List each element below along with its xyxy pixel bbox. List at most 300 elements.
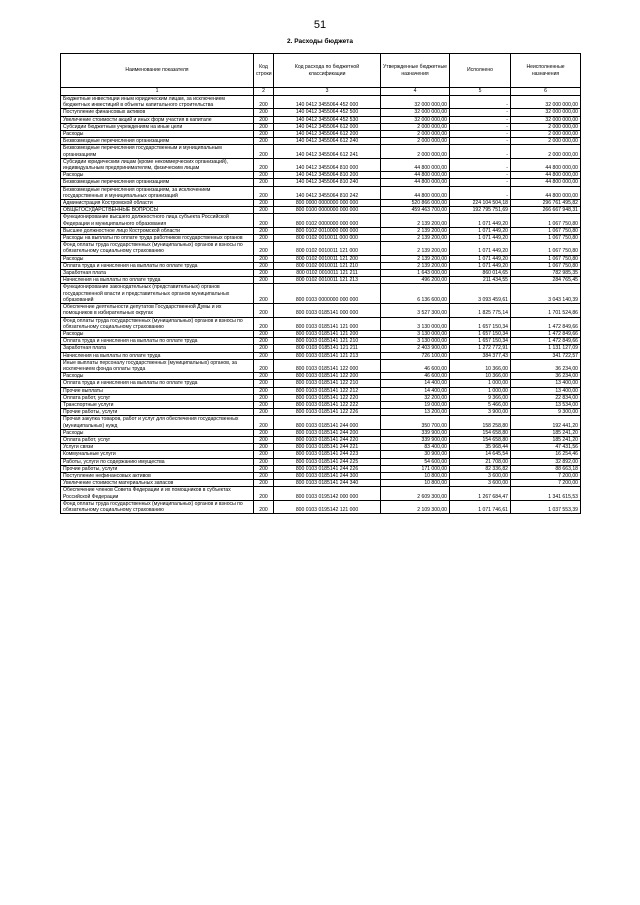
table-row: [61, 158, 581, 171]
row-remaining: 47 431,56: [511, 444, 581, 451]
row-remaining: 192 441,20: [511, 416, 581, 429]
row-remaining: 1 067 750,80: [511, 255, 581, 262]
row-classification-code: 800 0102 0010011 121 210: [274, 262, 381, 269]
table-row: [61, 317, 581, 330]
table-row: [61, 444, 581, 451]
row-remaining: 44 800 000,00: [511, 172, 581, 179]
table-row: [61, 429, 581, 436]
row-approved: 2 109 300,00: [381, 500, 450, 513]
row-classification-code: 800 0102 0010011 121 200: [274, 255, 381, 262]
row-approved: 2 139 200,00: [381, 242, 450, 255]
row-line-code: 200: [254, 145, 274, 158]
row-remaining: 88 663,18: [511, 465, 581, 472]
column-number: 1: [61, 88, 254, 96]
table-body: [61, 96, 581, 514]
row-remaining: 32 000 000,00: [511, 116, 581, 123]
row-classification-code: 800 0103 0185141 244 223: [274, 451, 381, 458]
row-remaining: 1 472 849,66: [511, 317, 581, 330]
row-classification-code: 140 0412 3455064 810 000: [274, 158, 381, 171]
row-approved: 350 700,00: [381, 416, 450, 429]
row-line-code: 200: [254, 214, 274, 227]
row-remaining: 3 043 140,39: [511, 284, 581, 304]
row-approved: 13 200,00: [381, 409, 450, 416]
row-classification-code: 800 0103 0185141 121 200: [274, 330, 381, 337]
table-row: [61, 451, 581, 458]
row-classification-code: 140 0412 3455064 810 240: [274, 179, 381, 186]
row-line-code: 200: [254, 352, 274, 359]
row-remaining: 22 834,00: [511, 394, 581, 401]
row-executed: 1 657 150,34: [450, 338, 511, 345]
row-name: Расходы: [61, 429, 254, 436]
header-approved: Утвержденные бюджетные назначения: [381, 54, 450, 88]
row-name: Оплата работ, услуг: [61, 394, 254, 401]
table-row: [61, 338, 581, 345]
row-classification-code: 800 0103 0185141 244 226: [274, 465, 381, 472]
row-executed: 10 366,00: [450, 359, 511, 372]
table-row: [61, 465, 581, 472]
row-approved: 46 600,00: [381, 373, 450, 380]
row-approved: 339 900,00: [381, 436, 450, 443]
row-name: Расходы: [61, 172, 254, 179]
table-row: [61, 179, 581, 186]
row-name: Поступление нефинансовых активов: [61, 472, 254, 479]
table-row: [61, 200, 581, 207]
row-approved: 2 139 200,00: [381, 227, 450, 234]
row-name: Увеличение стоимости материальных запасов: [61, 480, 254, 487]
row-name: Обеспечение деятельности депутатов Государственной Думы и их помощников в избирательных округах: [61, 304, 254, 317]
row-name: Начисления на выплаты по оплате труда: [61, 352, 254, 359]
row-name: Начисления на выплаты по оплате труда: [61, 277, 254, 284]
row-line-code: 200: [254, 330, 274, 337]
row-executed: 21 708,00: [450, 458, 511, 465]
row-remaining: 32 892,00: [511, 458, 581, 465]
row-line-code: 200: [254, 359, 274, 372]
row-executed: -: [450, 172, 511, 179]
row-name: Оплата труда и начисления на выплаты по оплате труда: [61, 338, 254, 345]
row-executed: -: [450, 116, 511, 123]
header-name: Наименование показателя: [61, 54, 254, 88]
row-name: Оплата труда и начисления на выплаты по оплате труда: [61, 380, 254, 387]
row-line-code: 200: [254, 345, 274, 352]
row-approved: 2 000 000,00: [381, 138, 450, 145]
row-approved: 6 136 600,00: [381, 284, 450, 304]
row-remaining: 32 000 000,00: [511, 96, 581, 109]
column-number: 3: [274, 88, 381, 96]
row-executed: 1 657 150,34: [450, 330, 511, 337]
row-executed: -: [450, 186, 511, 199]
row-executed: 384 377,43: [450, 352, 511, 359]
row-line-code: 200: [254, 451, 274, 458]
row-line-code: 200: [254, 436, 274, 443]
row-remaining: 32 000 000,00: [511, 109, 581, 116]
table-row: [61, 394, 581, 401]
row-name: Фонд оплаты труда государственных (муниципальных) органов и взносы по обязательному социальному страхованию: [61, 242, 254, 255]
row-approved: 2 139 200,00: [381, 214, 450, 227]
row-line-code: 200: [254, 338, 274, 345]
row-executed: 158 258,80: [450, 416, 511, 429]
row-executed: 211 434,55: [450, 277, 511, 284]
table-row: [61, 242, 581, 255]
row-line-code: 200: [254, 270, 274, 277]
row-line-code: 200: [254, 458, 274, 465]
row-executed: 3 600,00: [450, 472, 511, 479]
row-line-code: 200: [254, 186, 274, 199]
table-row: [61, 214, 581, 227]
row-name: Транспортные услуги: [61, 401, 254, 408]
row-remaining: 16 254,46: [511, 451, 581, 458]
row-approved: 726 100,00: [381, 352, 450, 359]
table-row: [61, 373, 581, 380]
row-classification-code: 140 0412 3455064 612 200: [274, 131, 381, 138]
row-name: Расходы: [61, 330, 254, 337]
table-row: [61, 472, 581, 479]
row-classification-code: 800 0102 0000000 000 000: [274, 214, 381, 227]
row-line-code: 200: [254, 277, 274, 284]
row-remaining: 44 800 000,00: [511, 179, 581, 186]
row-classification-code: 140 0412 3455064 452 500: [274, 109, 381, 116]
row-name: Субсидии юридическим лицам (кроме некоммерческих организаций), индивидуальным предпринимателям, физическим лицам: [61, 158, 254, 171]
header-line-code: Код строки: [254, 54, 274, 88]
row-approved: 44 800 000,00: [381, 179, 450, 186]
table-row: [61, 480, 581, 487]
row-name: Иные выплаты персоналу государственных (муниципальных) органов, за исключением фонда оплаты труда: [61, 359, 254, 372]
row-classification-code: 140 0412 3455064 810 200: [274, 172, 381, 179]
row-remaining: 13 534,00: [511, 401, 581, 408]
row-executed: 1 000,00: [450, 380, 511, 387]
row-executed: 1 272 772,91: [450, 345, 511, 352]
row-classification-code: 800 0103 0185141 122 210: [274, 380, 381, 387]
row-remaining: 1 067 750,80: [511, 227, 581, 234]
row-executed: 14 645,54: [450, 451, 511, 458]
row-line-code: 200: [254, 179, 274, 186]
table-row: [61, 131, 581, 138]
row-name: Функционирование законодательных (представительных) органов государственной власти и представительных органов муниципальных образований: [61, 284, 254, 304]
table-row: [61, 96, 581, 109]
row-name: Прочая закупка товаров, работ и услуг для обеспечения государственных (муниципальных) нужд: [61, 416, 254, 429]
row-name: Оплата работ, услуг: [61, 436, 254, 443]
row-approved: 339 900,00: [381, 429, 450, 436]
row-classification-code: 140 0412 3455064 452 000: [274, 96, 381, 109]
row-approved: 171 000,00: [381, 465, 450, 472]
row-line-code: 200: [254, 387, 274, 394]
table-row: [61, 270, 581, 277]
column-number: 6: [511, 88, 581, 96]
row-classification-code: 800 0103 0185141 122 220: [274, 394, 381, 401]
table-row: [61, 227, 581, 234]
row-approved: 2 139 200,00: [381, 235, 450, 242]
row-name: Безвозмездные перечисления организациям: [61, 179, 254, 186]
row-executed: 3 600,00: [450, 480, 511, 487]
row-executed: 860 014,65: [450, 270, 511, 277]
row-approved: 2 609 300,00: [381, 487, 450, 500]
row-classification-code: 800 0103 0195142 000 000: [274, 487, 381, 500]
expenses-table: [60, 53, 581, 514]
row-name: Поступление финансовых активов: [61, 109, 254, 116]
row-classification-code: 800 0103 0185141 121 210: [274, 338, 381, 345]
row-approved: 3 130 000,00: [381, 330, 450, 337]
row-line-code: 200: [254, 429, 274, 436]
table-row: [61, 277, 581, 284]
row-classification-code: 800 0103 0185141 122 226: [274, 409, 381, 416]
row-executed: 1 825 775,14: [450, 304, 511, 317]
row-classification-code: 800 0102 0010011 000 000: [274, 235, 381, 242]
table-row: [61, 109, 581, 116]
row-remaining: 185 241,20: [511, 429, 581, 436]
row-remaining: 266 667 948,31: [511, 207, 581, 214]
row-remaining: 1 701 524,86: [511, 304, 581, 317]
row-name: Прочие работы, услуги: [61, 465, 254, 472]
row-line-code: 200: [254, 409, 274, 416]
row-classification-code: 800 0103 0185141 122 000: [274, 359, 381, 372]
table-row: [61, 304, 581, 317]
row-approved: 30 900,00: [381, 451, 450, 458]
table-row: [61, 207, 581, 214]
row-approved: 32 000 000,00: [381, 116, 450, 123]
row-remaining: 2 000 000,00: [511, 123, 581, 130]
table-row: [61, 138, 581, 145]
row-executed: -: [450, 158, 511, 171]
row-line-code: 200: [254, 284, 274, 304]
column-number: 5: [450, 88, 511, 96]
row-executed: 1 000,00: [450, 387, 511, 394]
row-classification-code: 800 0103 0185141 244 000: [274, 416, 381, 429]
row-executed: 10 366,00: [450, 373, 511, 380]
row-approved: 32 000 000,00: [381, 96, 450, 109]
row-line-code: 200: [254, 235, 274, 242]
table-row: [61, 186, 581, 199]
row-name: Прочие работы, услуги: [61, 409, 254, 416]
row-executed: -: [450, 109, 511, 116]
row-executed: 154 658,80: [450, 429, 511, 436]
header-row: [61, 54, 581, 88]
row-remaining: 1 067 750,80: [511, 262, 581, 269]
table-row: [61, 409, 581, 416]
row-classification-code: 800 0103 0195142 121 000: [274, 500, 381, 513]
row-line-code: 200: [254, 131, 274, 138]
row-approved: 520 866 000,00: [381, 200, 450, 207]
row-line-code: 200: [254, 242, 274, 255]
row-name: Расходы на выплаты по оплате труда работников государственных органов: [61, 235, 254, 242]
row-approved: 2 000 000,00: [381, 123, 450, 130]
row-classification-code: 800 0103 0185141 122 200: [274, 373, 381, 380]
row-name: Обеспечение членов Совета Федерации и их помощников в субъектах Российской Федерации: [61, 487, 254, 500]
row-approved: 14 400,00: [381, 380, 450, 387]
row-remaining: 1 037 553,39: [511, 500, 581, 513]
row-classification-code: 800 0103 0185141 244 300: [274, 472, 381, 479]
row-approved: 2 000 000,00: [381, 145, 450, 158]
row-classification-code: 800 0103 0185141 121 213: [274, 352, 381, 359]
row-executed: 1 071 449,20: [450, 242, 511, 255]
row-remaining: 2 000 000,00: [511, 145, 581, 158]
row-remaining: 36 234,00: [511, 373, 581, 380]
table-row: [61, 330, 581, 337]
row-approved: 32 000 000,00: [381, 109, 450, 116]
row-classification-code: 800 0103 0000000 000 000: [274, 284, 381, 304]
row-line-code: 200: [254, 255, 274, 262]
row-name: Прочие выплаты: [61, 387, 254, 394]
row-classification-code: 140 0412 3455064 612 000: [274, 123, 381, 130]
row-remaining: 13 400,00: [511, 387, 581, 394]
table-row: [61, 172, 581, 179]
header-classification-code: Код расхода по бюджетной классификации: [274, 54, 381, 88]
row-approved: 44 800 000,00: [381, 186, 450, 199]
table-row: [61, 359, 581, 372]
row-remaining: 1 472 849,66: [511, 330, 581, 337]
row-executed: 1 071 746,61: [450, 500, 511, 513]
row-executed: -: [450, 131, 511, 138]
table-row: [61, 352, 581, 359]
row-remaining: 284 765,45: [511, 277, 581, 284]
row-name: Бюджетные инвестиции иным юридическим лицам, за исключением бюджетных инвестиций в объекты капитального строительства: [61, 96, 254, 109]
row-executed: 82 336,82: [450, 465, 511, 472]
row-classification-code: 800 0103 0185141 244 221: [274, 444, 381, 451]
row-line-code: 200: [254, 465, 274, 472]
row-executed: 1 071 449,20: [450, 262, 511, 269]
row-classification-code: 800 0102 0010011 121 211: [274, 270, 381, 277]
table-caption: 2. Расходы бюджета: [287, 38, 353, 45]
row-classification-code: 800 0102 0010000 000 000: [274, 227, 381, 234]
table-row: [61, 458, 581, 465]
row-approved: 459 463 700,00: [381, 207, 450, 214]
table-row: [61, 345, 581, 352]
row-line-code: 200: [254, 116, 274, 123]
row-remaining: 44 800 000,00: [511, 158, 581, 171]
row-remaining: 44 800 000,00: [511, 186, 581, 199]
header-remaining: Неисполненные назначения: [511, 54, 581, 88]
row-line-code: 200: [254, 480, 274, 487]
row-executed: 9 366,00: [450, 394, 511, 401]
row-line-code: 200: [254, 394, 274, 401]
row-remaining: 7 200,00: [511, 472, 581, 479]
row-executed: 1 657 150,34: [450, 317, 511, 330]
row-approved: 19 000,00: [381, 401, 450, 408]
row-remaining: 2 000 000,00: [511, 131, 581, 138]
row-name: Субсидии бюджетным учреждениям на иные цели: [61, 123, 254, 130]
row-name: Безвозмездные перечисления организациям: [61, 138, 254, 145]
row-name: Оплата труда и начисления на выплаты по оплате труда: [61, 262, 254, 269]
row-executed: -: [450, 138, 511, 145]
row-classification-code: 800 0102 0010011 121 213: [274, 277, 381, 284]
row-line-code: 200: [254, 200, 274, 207]
row-remaining: 296 761 495,82: [511, 200, 581, 207]
row-classification-code: 800 0103 0185141 244 200: [274, 429, 381, 436]
row-executed: -: [450, 179, 511, 186]
row-classification-code: 800 0103 0185141 122 222: [274, 401, 381, 408]
row-approved: 32 200,00: [381, 394, 450, 401]
row-line-code: 200: [254, 109, 274, 116]
row-approved: 2 139 200,00: [381, 262, 450, 269]
table-row: [61, 487, 581, 500]
row-remaining: 1 131 127,09: [511, 345, 581, 352]
row-classification-code: 800 0102 0010011 121 000: [274, 242, 381, 255]
table-row: [61, 500, 581, 513]
row-classification-code: 140 0412 3455064 452 530: [274, 116, 381, 123]
table-row: [61, 255, 581, 262]
row-remaining: 36 234,00: [511, 359, 581, 372]
table-row: [61, 436, 581, 443]
row-classification-code: 800 0103 0185141 122 212: [274, 387, 381, 394]
row-name: Расходы: [61, 255, 254, 262]
row-name: Безвозмездные перечисления государственным и муниципальным организациям: [61, 145, 254, 158]
row-remaining: 9 300,00: [511, 409, 581, 416]
row-executed: -: [450, 96, 511, 109]
row-line-code: 200: [254, 416, 274, 429]
row-executed: 1 267 684,47: [450, 487, 511, 500]
row-executed: 1 071 449,20: [450, 214, 511, 227]
table-row: [61, 416, 581, 429]
row-name: Фонд оплаты труда государственных (муниципальных) органов и взносы по обязательному социальному страхованию: [61, 500, 254, 513]
row-approved: 10 800,00: [381, 480, 450, 487]
table-row: [61, 380, 581, 387]
row-classification-code: 800 0103 0185141 000 000: [274, 304, 381, 317]
row-line-code: 200: [254, 304, 274, 317]
header-executed: Исполнено: [450, 54, 511, 88]
row-approved: 2 000 000,00: [381, 131, 450, 138]
row-name: Администрация Костромской области: [61, 200, 254, 207]
row-remaining: 185 241,20: [511, 436, 581, 443]
row-line-code: 200: [254, 472, 274, 479]
row-line-code: 200: [254, 444, 274, 451]
row-approved: 496 200,00: [381, 277, 450, 284]
row-approved: 1 643 000,00: [381, 270, 450, 277]
row-remaining: 2 000 000,00: [511, 138, 581, 145]
row-name: Коммунальные услуги: [61, 451, 254, 458]
page-number: 51: [313, 19, 327, 31]
table-row: [61, 284, 581, 304]
row-remaining: 1 341 615,53: [511, 487, 581, 500]
row-approved: 3 130 000,00: [381, 317, 450, 330]
column-number-row: [61, 88, 581, 96]
table-row: [61, 401, 581, 408]
table-row: [61, 145, 581, 158]
row-approved: 83 400,00: [381, 444, 450, 451]
row-executed: 35 968,44: [450, 444, 511, 451]
column-number: 4: [381, 88, 450, 96]
row-name: Безвозмездные перечисления организациям, за исключением государственных и муниципальных организаций: [61, 186, 254, 199]
row-remaining: 13 400,00: [511, 380, 581, 387]
row-name: Функционирование высшего должностного лица субъекта Российской Федерации и муниципального образования: [61, 214, 254, 227]
table-row: [61, 235, 581, 242]
row-executed: 5 466,00: [450, 401, 511, 408]
row-line-code: 200: [254, 96, 274, 109]
row-classification-code: 140 0412 3455064 612 240: [274, 138, 381, 145]
row-name: Заработная плата: [61, 270, 254, 277]
table-row: [61, 116, 581, 123]
row-approved: 3 130 000,00: [381, 338, 450, 345]
row-line-code: 200: [254, 207, 274, 214]
row-executed: 3 900,00: [450, 409, 511, 416]
row-name: Увеличение стоимости акций и иных форм участия в капитале: [61, 116, 254, 123]
table-row: [61, 262, 581, 269]
row-line-code: 200: [254, 401, 274, 408]
row-line-code: 200: [254, 262, 274, 269]
row-line-code: 200: [254, 138, 274, 145]
row-executed: 224 104 504,18: [450, 200, 511, 207]
row-remaining: 341 722,57: [511, 352, 581, 359]
row-classification-code: 800 0103 0185141 121 000: [274, 317, 381, 330]
row-line-code: 200: [254, 380, 274, 387]
row-executed: 1 071 449,20: [450, 255, 511, 262]
row-remaining: 7 200,00: [511, 480, 581, 487]
row-line-code: 200: [254, 227, 274, 234]
row-line-code: 200: [254, 158, 274, 171]
row-classification-code: 800 0103 0185141 244 220: [274, 436, 381, 443]
row-classification-code: 140 0412 3455064 810 242: [274, 186, 381, 199]
row-remaining: 1 472 849,66: [511, 338, 581, 345]
row-line-code: 200: [254, 500, 274, 513]
row-name: Работы, услуги по содержанию имущества: [61, 458, 254, 465]
row-executed: 154 658,80: [450, 436, 511, 443]
